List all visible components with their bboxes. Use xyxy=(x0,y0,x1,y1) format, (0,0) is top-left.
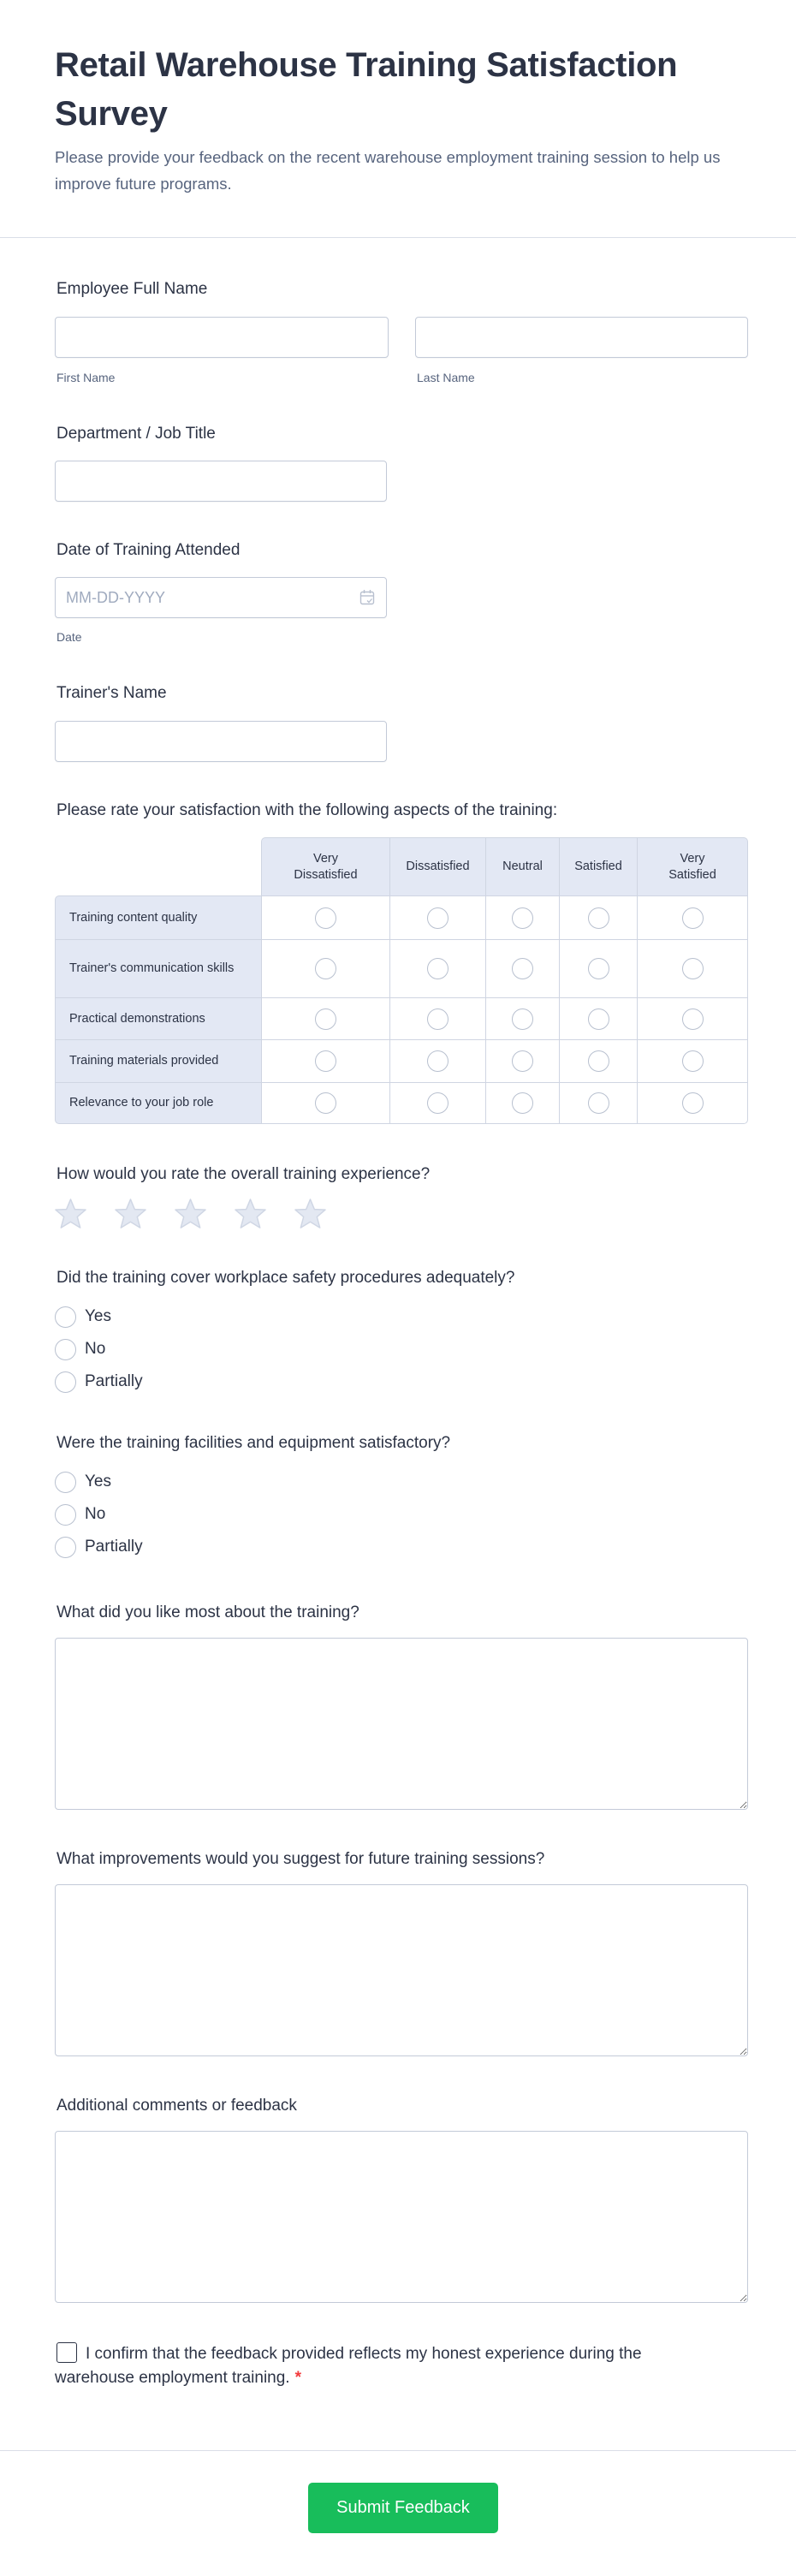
matrix-row-label: Training content quality xyxy=(55,895,261,939)
facilities-option-no[interactable] xyxy=(55,1503,105,1526)
trainer-name-input[interactable] xyxy=(55,721,387,762)
matrix-row xyxy=(55,1039,748,1082)
option-label: No xyxy=(85,1340,106,1358)
matrix-radio-satisfied[interactable] xyxy=(588,1050,609,1072)
form-header xyxy=(55,41,748,197)
matrix-row-label: Trainer's communication skills xyxy=(55,939,261,997)
matrix-radio-satisfied[interactable] xyxy=(588,958,609,979)
matrix-row xyxy=(55,997,748,1039)
comments-textarea[interactable] xyxy=(55,2131,748,2303)
matrix-radio-very-satisfied[interactable] xyxy=(682,907,704,929)
radio-button[interactable] xyxy=(55,1306,76,1328)
matrix-row-label: Practical demonstrations xyxy=(55,997,261,1039)
satisfaction-matrix xyxy=(55,837,748,1124)
matrix-col-neutral: Neutral xyxy=(485,837,559,895)
option-label: Partially xyxy=(85,1372,143,1390)
option-label: No xyxy=(85,1505,106,1523)
first-name-sublabel: First Name xyxy=(56,371,116,384)
matrix-radio-dissatisfied[interactable] xyxy=(427,1050,448,1072)
radio-button[interactable] xyxy=(55,1339,76,1360)
facilities-option-yes[interactable] xyxy=(55,1471,111,1493)
facilities-option-partially[interactable] xyxy=(55,1536,143,1558)
required-asterisk: * xyxy=(294,2369,301,2387)
radio-button[interactable] xyxy=(55,1371,76,1393)
matrix-radio-satisfied[interactable] xyxy=(588,1008,609,1030)
matrix-question: Please rate your satisfaction with the following aspects of the training: xyxy=(56,801,558,819)
matrix-radio-very-dissatisfied[interactable] xyxy=(315,1050,336,1072)
option-label: Partially xyxy=(85,1538,143,1556)
improvements-label: What improvements would you suggest for future training sessions? xyxy=(56,1850,545,1868)
matrix-radio-very-satisfied[interactable] xyxy=(682,958,704,979)
training-date-sublabel: Date xyxy=(56,630,82,644)
liked-most-label: What did you like most about the training? xyxy=(56,1603,359,1621)
matrix-col-very-dissatisfied: Very Dissatisfied xyxy=(261,837,389,895)
comments-label: Additional comments or feedback xyxy=(56,2097,297,2115)
option-label: Yes xyxy=(85,1472,111,1490)
star-icon[interactable] xyxy=(114,1197,147,1230)
matrix-corner xyxy=(55,837,261,895)
matrix-radio-very-satisfied[interactable] xyxy=(682,1050,704,1072)
department-input[interactable] xyxy=(55,461,387,502)
matrix-radio-dissatisfied[interactable] xyxy=(427,1008,448,1030)
matrix-radio-neutral[interactable] xyxy=(512,1092,533,1114)
liked-most-textarea[interactable] xyxy=(55,1638,748,1810)
matrix-row-label: Training materials provided xyxy=(55,1039,261,1082)
confirmation-text: I confirm that the feedback provided reflects my honest experience during the warehouse employment training. xyxy=(55,2345,642,2387)
option-label: Yes xyxy=(85,1307,111,1325)
matrix-radio-neutral[interactable] xyxy=(512,958,533,979)
department-label: Department / Job Title xyxy=(56,425,216,443)
matrix-radio-satisfied[interactable] xyxy=(588,907,609,929)
overall-rating-question: How would you rate the overall training experience? xyxy=(56,1165,431,1183)
training-date-field xyxy=(55,577,387,618)
radio-button[interactable] xyxy=(55,1537,76,1558)
star-icon[interactable] xyxy=(294,1197,327,1230)
matrix-radio-dissatisfied[interactable] xyxy=(427,958,448,979)
safety-question: Did the training cover workplace safety procedures adequately? xyxy=(56,1269,515,1287)
confirmation-field xyxy=(55,2342,654,2390)
training-date-input[interactable] xyxy=(55,577,387,618)
matrix-radio-neutral[interactable] xyxy=(512,1008,533,1030)
trainer-name-label: Trainer's Name xyxy=(56,684,167,702)
page-subtitle: Please provide your feedback on the recent warehouse employment training session to help us improve future programs. xyxy=(55,148,721,193)
matrix-col-dissatisfied: Dissatisfied xyxy=(389,837,485,895)
submit-button[interactable]: Submit Feedback xyxy=(308,2483,498,2533)
safety-option-partially[interactable] xyxy=(55,1371,143,1393)
star-icon[interactable] xyxy=(174,1197,207,1230)
facilities-question: Were the training facilities and equipment satisfactory? xyxy=(56,1434,451,1452)
matrix-row-label: Relevance to your job role xyxy=(55,1082,261,1124)
matrix-radio-very-dissatisfied[interactable] xyxy=(315,1092,336,1114)
matrix-radio-neutral[interactable] xyxy=(512,1050,533,1072)
star-rating xyxy=(54,1197,327,1230)
matrix-radio-dissatisfied[interactable] xyxy=(427,907,448,929)
first-name-input[interactable] xyxy=(55,317,389,358)
page-title: Retail Warehouse Training Satisfaction Survey xyxy=(55,46,678,133)
matrix-col-satisfied: Satisfied xyxy=(559,837,637,895)
matrix-row xyxy=(55,939,748,997)
confirmation-checkbox[interactable] xyxy=(56,2342,77,2363)
training-date-label: Date of Training Attended xyxy=(56,541,241,559)
matrix-row xyxy=(55,895,748,939)
improvements-textarea[interactable] xyxy=(55,1884,748,2056)
header-divider xyxy=(0,237,796,238)
employee-name-label: Employee Full Name xyxy=(56,280,208,298)
matrix-radio-very-dissatisfied[interactable] xyxy=(315,958,336,979)
matrix-radio-very-dissatisfied[interactable] xyxy=(315,1008,336,1030)
matrix-radio-satisfied[interactable] xyxy=(588,1092,609,1114)
star-icon[interactable] xyxy=(54,1197,87,1230)
last-name-sublabel: Last Name xyxy=(417,371,475,384)
radio-button[interactable] xyxy=(55,1504,76,1526)
matrix-row xyxy=(55,1082,748,1124)
matrix-radio-dissatisfied[interactable] xyxy=(427,1092,448,1114)
matrix-col-very-satisfied: Very Satisfied xyxy=(637,837,748,895)
matrix-radio-very-dissatisfied[interactable] xyxy=(315,907,336,929)
safety-option-yes[interactable] xyxy=(55,1306,111,1328)
radio-button[interactable] xyxy=(55,1472,76,1493)
calendar-icon[interactable] xyxy=(359,589,375,606)
last-name-input[interactable] xyxy=(415,317,748,358)
matrix-radio-neutral[interactable] xyxy=(512,907,533,929)
safety-option-no[interactable] xyxy=(55,1338,105,1360)
footer-divider xyxy=(0,2450,796,2451)
matrix-radio-very-satisfied[interactable] xyxy=(682,1008,704,1030)
star-icon[interactable] xyxy=(234,1197,267,1230)
matrix-radio-very-satisfied[interactable] xyxy=(682,1092,704,1114)
